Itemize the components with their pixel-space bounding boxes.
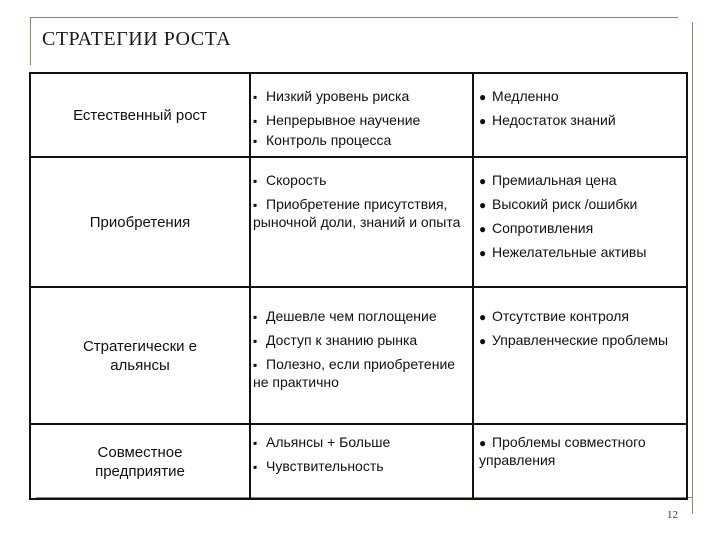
- pros-cell: [253, 434, 469, 498]
- list-item: ● Проблемы совместного управления: [479, 434, 646, 468]
- list-item-text: Высокий риск /ошибки: [492, 196, 638, 212]
- cons-cell: [479, 308, 685, 423]
- page-number: 12: [667, 509, 678, 521]
- list-item: ● Отсутствие контроля: [479, 308, 629, 324]
- list-item: ▪ Чувствительность: [253, 458, 384, 474]
- list-item: ● Высокий риск /ошибки: [479, 196, 638, 212]
- list-item-text: Дешевле чем поглощение: [266, 308, 437, 324]
- list-item: ▪ Приобретение присутствия, рыночной доли, знаний и опыта: [253, 196, 461, 230]
- list-item-text: Проблемы совместного управления: [479, 434, 646, 468]
- list-item: ▪ Полезно, если приобретение не практично: [253, 356, 456, 390]
- list-item-text: Управленческие проблемы: [492, 332, 669, 348]
- list-item: ● Медленно: [479, 88, 559, 104]
- row-label-organic-growth: [31, 74, 249, 156]
- decor-right-line: [692, 22, 693, 514]
- list-item: ● Нежелательные активы: [479, 244, 647, 260]
- strategy-table: [29, 72, 688, 500]
- list-item-text: Приобретение присутствия, рыночной доли, знаний и опыта: [253, 196, 461, 230]
- cons-cell: [479, 172, 685, 286]
- list-item-text: Альянсы + Больше: [266, 434, 391, 450]
- decor-left-line: [30, 17, 31, 65]
- list-item-text: Медленно: [492, 88, 559, 104]
- list-item: ● Сопротивления: [479, 220, 594, 236]
- list-item: ▪ Скорость: [253, 172, 327, 188]
- list-item-text: Непрерывное научение: [266, 112, 421, 128]
- pros-cell: [253, 88, 469, 156]
- list-item: ▪ Контроль процесса: [253, 132, 392, 148]
- cons-cell: [479, 434, 685, 498]
- list-item: ● Управленческие проблемы: [479, 332, 669, 348]
- row-label-text: Совместное предприятие: [95, 443, 185, 480]
- decor-top-line: [30, 17, 678, 18]
- slide-title: СТРАТЕГИИ РОСТА: [42, 28, 232, 50]
- list-item-text: Недостаток знаний: [492, 112, 616, 128]
- list-item: ▪ Доступ к знанию рынка: [253, 332, 418, 348]
- row-label-text: Естественный рост: [73, 106, 207, 124]
- row-label-strategic-alliances: [31, 288, 249, 423]
- row-label-text: Приобретения: [89, 213, 191, 231]
- list-item-text: Нежелательные активы: [492, 244, 647, 260]
- row-label-joint-venture: [31, 425, 249, 498]
- pros-cell: [253, 308, 469, 423]
- list-item-text: Сопротивления: [492, 220, 594, 236]
- list-item: ● Недостаток знаний: [479, 112, 616, 128]
- row-label-text: Стратегически е альянсы: [82, 337, 198, 374]
- list-item-text: Доступ к знанию рынка: [266, 332, 418, 348]
- list-item-text: Отсутствие контроля: [492, 308, 629, 324]
- list-item: ▪ Низкий уровень риска: [253, 88, 410, 104]
- list-item-text: Скорость: [266, 172, 327, 188]
- cons-cell: [479, 88, 685, 156]
- list-item-text: Чувствительность: [266, 458, 384, 474]
- list-item: ▪ Альянсы + Больше: [253, 434, 391, 450]
- row-label-acquisitions: [31, 158, 249, 286]
- list-item: ▪ Непрерывное научение: [253, 112, 421, 128]
- list-item: ▪ Дешевле чем поглощение: [253, 308, 437, 324]
- list-item-text: Полезно, если приобретение не практично: [253, 356, 456, 390]
- pros-cell: [253, 172, 469, 286]
- list-item-text: Премиальная цена: [492, 172, 617, 188]
- list-item-text: Низкий уровень риска: [266, 88, 410, 104]
- list-item-text: Контроль процесса: [266, 132, 392, 148]
- list-item: ● Премиальная цена: [479, 172, 617, 188]
